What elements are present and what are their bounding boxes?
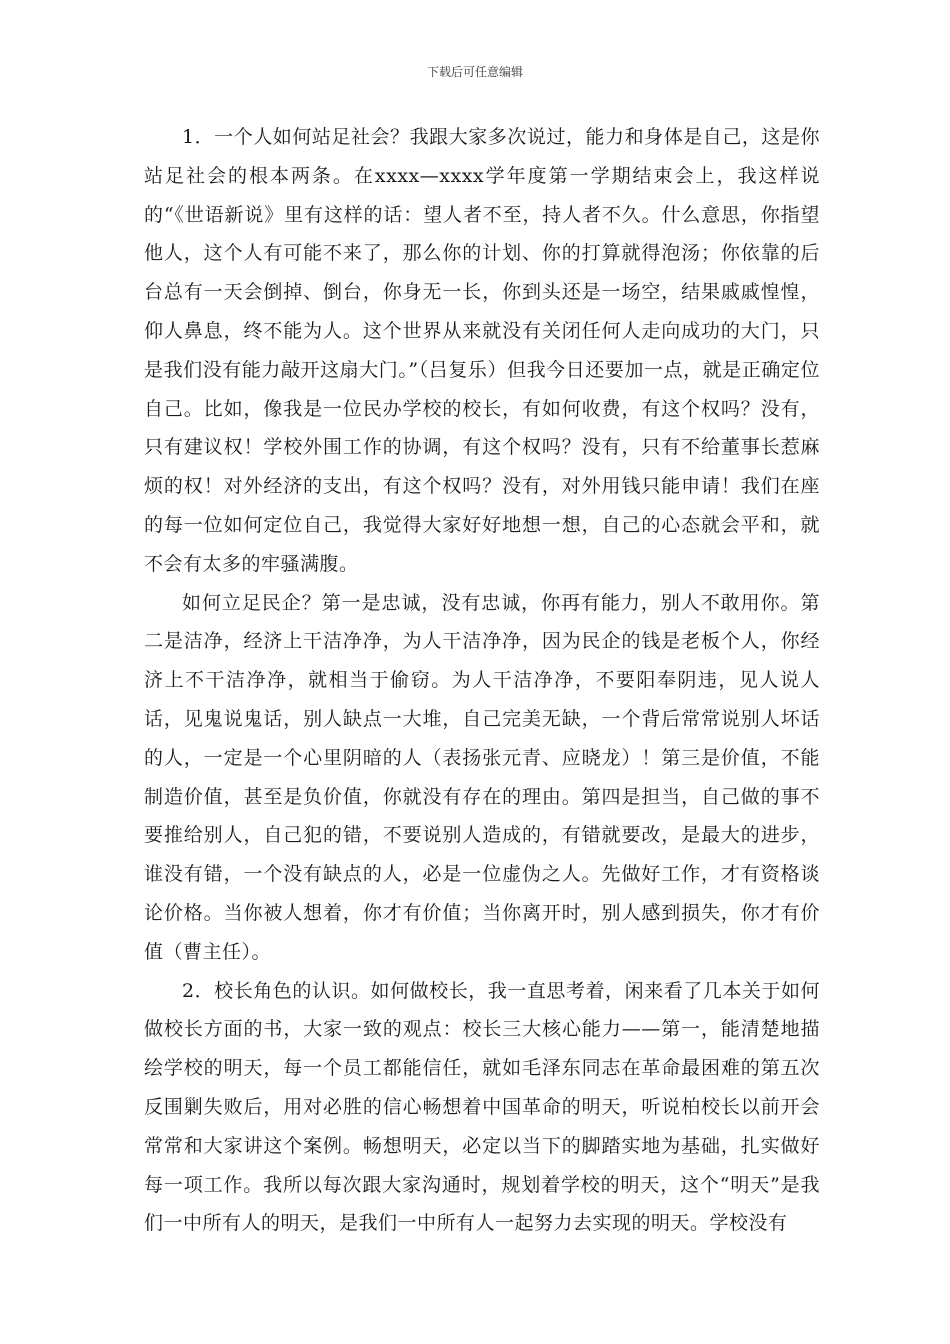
paragraph-3: 2．校长角色的认识。如何做校长，我一直思考着，闲来看了几本关于如何做校长方面的书，大家一致的观点：校长三大核心能力——第一，能清楚地描绘学校的明天，每一个员工都能信任，就如毛泽东同志在革命最困难的第五次反围剿失败后，用对必胜的信心畅想着中国革命的明天，听说柏校长以前开会常常和大家讲这个案例。畅想明天，必定以当下的脚踏实地为基础，扎实做好每一项工作。我所以每次跟大家沟通时，规划着学校的明天，这个“明天”是我们一中所有人的明天，是我们一中所有人一起努力去实现的明天。学校没有 [144,979,820,1235]
page-header: 下载后可任意编辑 [426,65,523,79]
paragraph-1: 1．一个人如何站足社会？我跟大家多次说过，能力和身体是自己，这是你站足社会的根本两条。在xxxx—xxxx学年度第一学期结束会上，我这样说的“《世语新说》里有这样的话：望人者不至，持人者不久。什么意思，你指望他人，这个人有可能不来了，那么你的计划、你的打算就得泡汤；你依靠的后台总有一天会倒掉、倒台，你身无一长，你到头还是一场空，结果戚戚惶惶，仰人鼻息，终不能为人。这个世界从来就没有关闭任何人走向成功的大门，只是我们没有能力敲开这扇大门。”（吕复乐）但我今日还要加一点，就是正确定位自己。比如，像我是一位民办学校的校长，有如何收费，有这个权吗？没有，只有建议权！学校外围工作的协调，有这个权吗？没有，只有不给董事长惹麻烦的权！对外经济的支出，有这个权吗？没有，对外用钱只能申请！我们在座的每一位如何定位自己，我觉得大家好好地想一想，自己的心态就会平和，就不会有太多的牢骚满腹。 [144,126,820,575]
document-body [144,118,820,1243]
paragraph-2: 如何立足民企？第一是忠诚，没有忠诚，你再有能力，别人不敢用你。第二是洁净，经济上干洁净净，为人干洁净净，因为民企的钱是老板个人，你经济上不干洁净净，就相当于偷窃。为人干洁净净，不要阳奉阴违，见人说人话，见鬼说鬼话，别人缺点一大堆，自己完美无缺，一个背后常常说别人坏话的人，一定是一个心里阴暗的人（表扬张元青、应晓龙）！第三是价值，不能制造价值，甚至是负价值，你就没有存在的理由。第四是担当，自己做的事不要推给别人，自己犯的错，不要说别人造成的，有错就要改，是最大的进步，谁没有错，一个没有缺点的人，必是一位虚伪之人。先做好工作，才有资格谈论价格。当你被人想着，你才有价值；当你离开时，别人感到损失，你才有价值（曹主任）。 [144,591,820,963]
